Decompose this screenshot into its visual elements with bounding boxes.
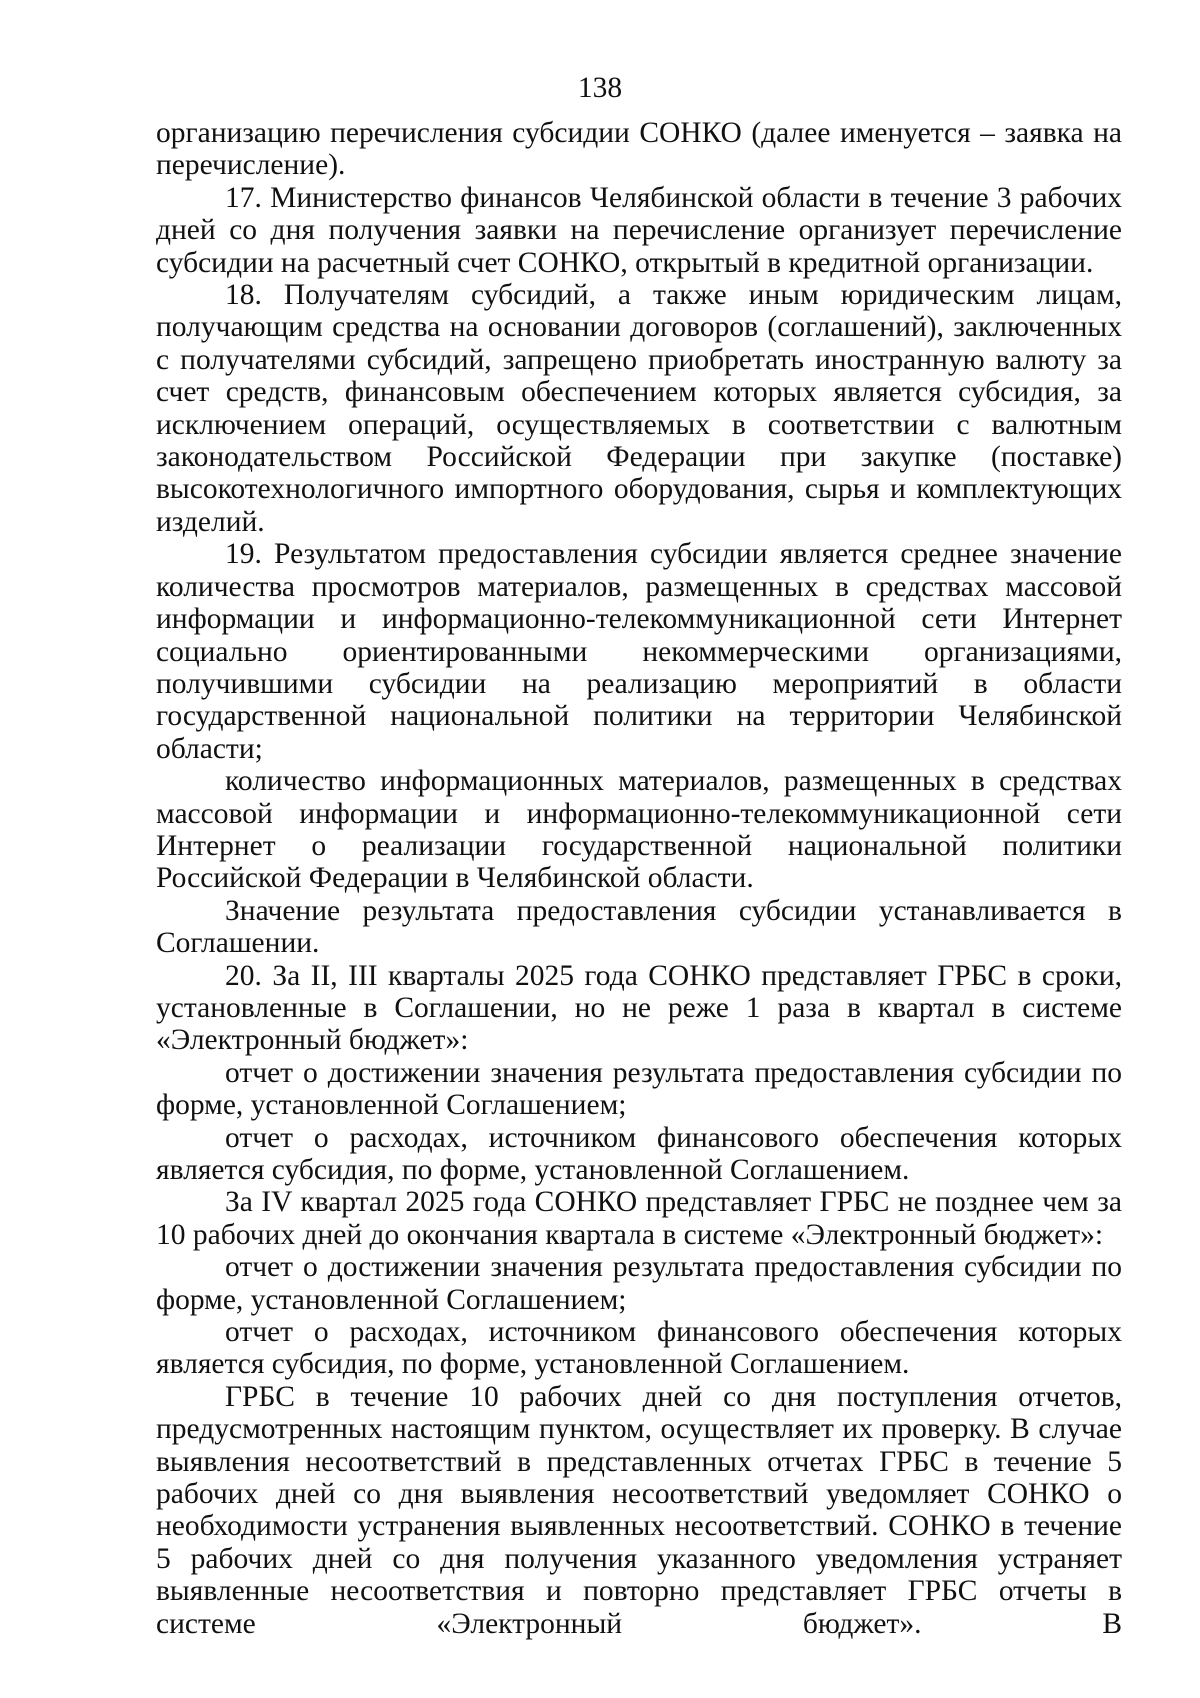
paragraph-20-report-achievement: отчет о достижении значения результата предоставления субсидии по форме, установленной Соглашением;: [156, 1056, 1122, 1122]
paragraph-19-item: количество информационных материалов, размещенных в средствах массовой информации и информационно-телекоммуникационной сети Интернет о реализации государственной национальной политики Российской Федерации в Челябинской области.: [156, 765, 1122, 895]
paragraph-20-q4-report-expenses: отчет о расходах, источником финансового обеспечения которых является субсидия, по форме, установленной Соглашением.: [156, 1316, 1122, 1381]
paragraph-20-q4-report-achievement: отчет о достижении значения результата предоставления субсидии по форме, установленной Соглашением;: [156, 1251, 1122, 1316]
paragraph-19: 19. Результатом предоставления субсидии является среднее значение количества просмотров материалов, размещенных в средствах массовой информации и информационно-телекоммуникационной сети Интернет социально ориентированными некоммерческими организациями, получившими субсидии на реализацию мероприятий в области государственной национальной политики на территории Челябинской области;: [156, 538, 1122, 765]
paragraph-19-result-value: Значение результата предоставления субсидии устанавливается в Соглашении.: [156, 894, 1122, 960]
paragraph-continuation: организацию перечисления субсидии СОНКО (далее именуется – заявка на перечисление).: [156, 117, 1122, 182]
paragraph-20-verification: ГРБС в течение 10 рабочих дней со дня поступления отчетов, предусмотренных настоящим пунктом, осуществляет их проверку. В случае выявления несоответствий в представленных отчетах ГРБС в течение 5 рабочих дней со дня выявления несоответствий уведомляет СОНКО о необходимости устранения выявленных несоответствий. СОНКО в течение 5 рабочих дней со дня получения указанного уведомления устраняет выявленные несоответствия и повторно представляет ГРБС отчеты в системе «Электронный бюджет». В: [156, 1380, 1122, 1640]
paragraph-17: 17. Министерство финансов Челябинской области в течение 3 рабочих дней со дня получения заявки на перечисление организует перечисление субсидии на расчетный счет СОНКО, открытый в кредитной организации.: [156, 181, 1122, 279]
paragraph-20-q4: За IV квартал 2025 года СОНКО представляет ГРБС не позднее чем за 10 рабочих дней до окончания квартала в системе «Электронный бюджет»:: [156, 1186, 1122, 1251]
paragraph-20-report-expenses: отчет о расходах, источником финансового обеспечения которых является субсидия, по форме, установленной Соглашением.: [156, 1121, 1122, 1186]
document-body: [156, 117, 1122, 1640]
paragraph-20: 20. За II, III кварталы 2025 года СОНКО представляет ГРБС в сроки, установленные в Соглашении, но не реже 1 раза в квартал в системе «Электронный бюджет»:: [156, 959, 1122, 1057]
paragraph-18: 18. Получателям субсидий, а также иным юридическим лицам, получающим средства на основании договоров (соглашений), заключенных с получателями субсидий, запрещено приобретать иностранную валюту за счет средств, финансовым обеспечением которых является субсидия, за исключением операций, осуществляемых в соответствии с валютным законодательством Российской Федерации при закупке (поставке) высокотехнологичного импортного оборудования, сырья и комплектующих изделий.: [156, 279, 1122, 538]
page-number: 138: [577, 72, 623, 104]
